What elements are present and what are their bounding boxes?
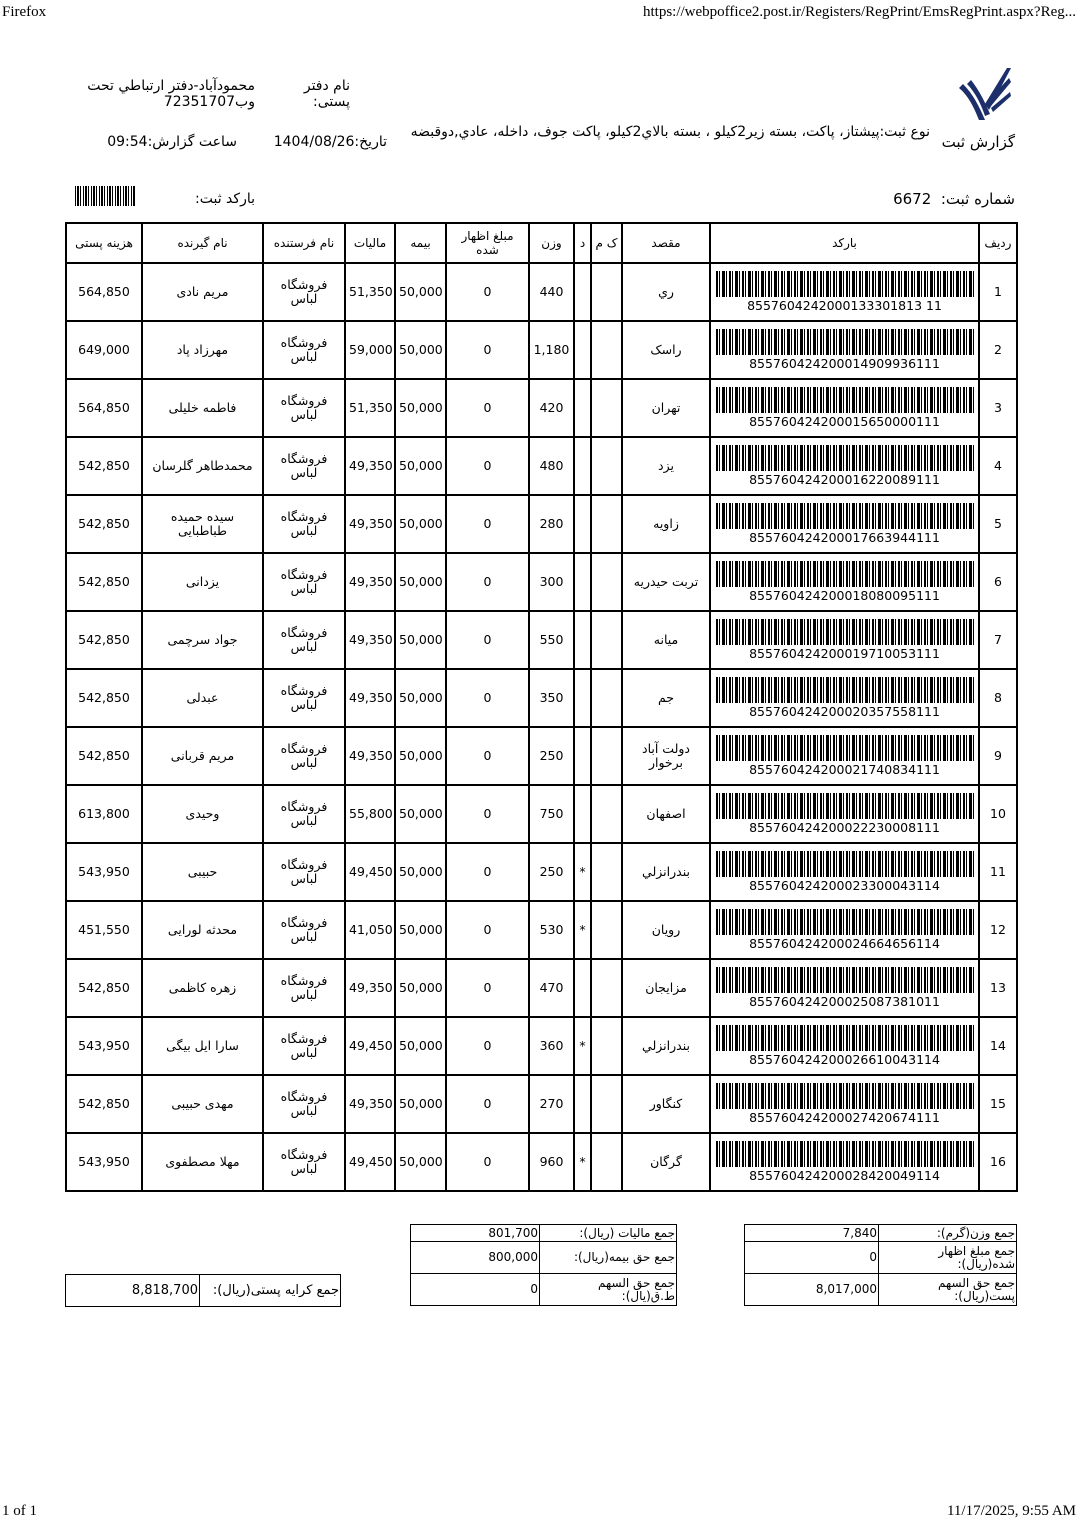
table-row	[66, 1075, 1017, 1133]
barcode-image	[716, 561, 974, 587]
postal-fee: 542,850	[66, 553, 142, 611]
declared-value: 0	[446, 495, 529, 553]
barcode-number: 855760424200019710053111	[749, 646, 940, 661]
insurance: 50,000	[395, 379, 446, 437]
total-weight-label: جمع وزن(گرم):	[879, 1225, 1017, 1242]
register-barcode-image	[75, 186, 135, 206]
weight: 360	[529, 1017, 574, 1075]
destination: جم	[622, 669, 710, 727]
totals-weight-table	[744, 1224, 1017, 1306]
barcode-image	[716, 1025, 974, 1051]
barcode-cell	[710, 379, 979, 437]
postal-fee: 542,850	[66, 727, 142, 785]
barcode-number: 855760424200018080095111	[749, 588, 940, 603]
d-flag	[574, 785, 591, 843]
barcode-cell	[710, 553, 979, 611]
table-row	[66, 321, 1017, 379]
table-row	[66, 437, 1017, 495]
office-value: محمودآباد-دفتر ارتباطي تحت وب72351707	[87, 78, 255, 110]
table-row	[66, 611, 1017, 669]
barcode-number: 855760424200017663944111	[749, 530, 940, 545]
col-barcode: بارکد	[710, 223, 979, 263]
barcode-cell	[710, 785, 979, 843]
postal-fee: 649,000	[66, 321, 142, 379]
declared-value: 0	[446, 843, 529, 901]
destination: ري	[622, 263, 710, 321]
row-number: 11	[979, 843, 1017, 901]
insurance: 50,000	[395, 553, 446, 611]
date-label: تاریخ:	[354, 134, 387, 150]
table-row	[66, 959, 1017, 1017]
km-flag	[591, 495, 622, 553]
register-barcode-label: بارکد ثبت:	[195, 191, 255, 207]
destination: بندرانزلي	[622, 843, 710, 901]
km-flag	[591, 959, 622, 1017]
receiver-name: سارا ایل بیگی	[142, 1017, 263, 1075]
table-row	[66, 901, 1017, 959]
register-number	[893, 191, 1015, 207]
destination: تهران	[622, 379, 710, 437]
table-row	[66, 1133, 1017, 1191]
destination: گرگان	[622, 1133, 710, 1191]
barcode-image	[716, 967, 974, 993]
sender-name: فروشگاه لباس	[263, 1075, 345, 1133]
receiver-name: حبیبی	[142, 843, 263, 901]
insurance: 50,000	[395, 611, 446, 669]
d-flag	[574, 495, 591, 553]
declared-value: 0	[446, 611, 529, 669]
total-weight-value: 7,840	[745, 1225, 879, 1242]
insurance: 50,000	[395, 263, 446, 321]
barcode-number: 855760424200026610043114	[749, 1052, 940, 1067]
barcode-cell	[710, 321, 979, 379]
sender-name: فروشگاه لباس	[263, 321, 345, 379]
table-row	[66, 785, 1017, 843]
destination: دولت آباد برخوار	[622, 727, 710, 785]
insurance: 50,000	[395, 727, 446, 785]
weight: 440	[529, 263, 574, 321]
col-postal-fee: هزینه پستی	[66, 223, 142, 263]
barcode-cell	[710, 727, 979, 785]
weight: 470	[529, 959, 574, 1017]
d-flag	[574, 263, 591, 321]
km-flag	[591, 727, 622, 785]
declared-value: 0	[446, 379, 529, 437]
insurance: 50,000	[395, 1017, 446, 1075]
barcode-cell	[710, 1133, 979, 1191]
total-tax-value: 801,700	[411, 1225, 540, 1242]
declared-value: 0	[446, 321, 529, 379]
barcode-cell	[710, 1075, 979, 1133]
register-number-label: شماره ثبت:	[940, 190, 1015, 208]
weight: 250	[529, 727, 574, 785]
receiver-name: زهره کاظمی	[142, 959, 263, 1017]
barcode-cell	[710, 263, 979, 321]
row-number: 9	[979, 727, 1017, 785]
declared-value: 0	[446, 727, 529, 785]
col-tax: مالیات	[345, 223, 395, 263]
row-number: 10	[979, 785, 1017, 843]
barcode-number: 855760424200023300043114	[749, 878, 940, 893]
barcode-cell	[710, 495, 979, 553]
weight: 960	[529, 1133, 574, 1191]
totals-postage-table	[65, 1274, 341, 1307]
barcode-cell	[710, 437, 979, 495]
postal-fee: 451,550	[66, 901, 142, 959]
tax: 49,350	[345, 1075, 395, 1133]
destination: اصفهان	[622, 785, 710, 843]
barcode-number: 855760424200021740834111	[749, 762, 940, 777]
weight: 530	[529, 901, 574, 959]
weight: 280	[529, 495, 574, 553]
row-number: 2	[979, 321, 1017, 379]
receiver-name: جواد سرچمی	[142, 611, 263, 669]
print-datetime: 11/17/2025, 9:55 AM	[946, 1503, 1076, 1519]
barcode-image	[716, 735, 974, 761]
tax: 49,350	[345, 437, 395, 495]
km-flag	[591, 321, 622, 379]
browser-title: Firefox	[2, 4, 47, 20]
d-flag: *	[574, 1133, 591, 1191]
table-row	[66, 379, 1017, 437]
destination: رویان	[622, 901, 710, 959]
total-insurance-value: 800,000	[411, 1242, 540, 1274]
sender-name: فروشگاه لباس	[263, 1017, 345, 1075]
d-flag	[574, 611, 591, 669]
receiver-name: مریم قربانی	[142, 727, 263, 785]
register-number-value: 6672	[893, 190, 932, 208]
km-flag	[591, 669, 622, 727]
postal-fee: 564,850	[66, 263, 142, 321]
col-destination: مقصد	[622, 223, 710, 263]
total-declared-label: جمع مبلغ اظهار شده(ریال):	[879, 1242, 1017, 1274]
destination: یزد	[622, 437, 710, 495]
table-row	[66, 495, 1017, 553]
tax: 49,450	[345, 843, 395, 901]
sender-name: فروشگاه لباس	[263, 495, 345, 553]
declared-value: 0	[446, 1133, 529, 1191]
d-flag	[574, 669, 591, 727]
weight: 350	[529, 669, 574, 727]
km-flag	[591, 437, 622, 495]
km-flag	[591, 1133, 622, 1191]
d-flag: *	[574, 1017, 591, 1075]
barcode-number: 855760424200024664656114	[749, 936, 940, 951]
barcode-image	[716, 851, 974, 877]
weight: 550	[529, 611, 574, 669]
col-insurance: بیمه	[395, 223, 446, 263]
table-header-row	[66, 223, 1017, 263]
barcode-cell	[710, 669, 979, 727]
barcode-number: 8557604242000133301813 11	[747, 298, 942, 313]
barcode-image	[716, 909, 974, 935]
insurance: 50,000	[395, 495, 446, 553]
d-flag	[574, 959, 591, 1017]
weight: 300	[529, 553, 574, 611]
row-number: 4	[979, 437, 1017, 495]
row-number: 14	[979, 1017, 1017, 1075]
sender-name: فروشگاه لباس	[263, 901, 345, 959]
sender-name: فروشگاه لباس	[263, 379, 345, 437]
sender-name: فروشگاه لباس	[263, 843, 345, 901]
barcode-image	[716, 445, 974, 471]
receiver-name: وحیدی	[142, 785, 263, 843]
barcode-number: 855760424200014909936111	[749, 356, 940, 371]
total-tax-label: جمع مالیات (ریال):	[540, 1225, 677, 1242]
total-tq-share-label: جمع حق السهم ط.ق(یال):	[540, 1274, 677, 1306]
declared-value: 0	[446, 901, 529, 959]
km-flag	[591, 901, 622, 959]
page-indicator: 1 of 1	[2, 1503, 37, 1519]
destination: بندرانزلي	[622, 1017, 710, 1075]
postal-fee: 542,850	[66, 959, 142, 1017]
sender-name: فروشگاه لباس	[263, 263, 345, 321]
row-number: 12	[979, 901, 1017, 959]
declared-value: 0	[446, 1075, 529, 1133]
declared-value: 0	[446, 437, 529, 495]
insurance: 50,000	[395, 959, 446, 1017]
barcode-image	[716, 503, 974, 529]
row-number: 16	[979, 1133, 1017, 1191]
declared-value: 0	[446, 785, 529, 843]
postal-fee: 543,950	[66, 1133, 142, 1191]
sender-name: فروشگاه لباس	[263, 611, 345, 669]
sender-name: فروشگاه لباس	[263, 959, 345, 1017]
col-km: ک م	[591, 223, 622, 263]
postal-fee: 543,950	[66, 1017, 142, 1075]
row-number: 3	[979, 379, 1017, 437]
barcode-number: 855760424200016220089111	[749, 472, 940, 487]
barcode-cell	[710, 959, 979, 1017]
d-flag: *	[574, 843, 591, 901]
barcode-image	[716, 677, 974, 703]
barcode-cell	[710, 1017, 979, 1075]
destination: میانه	[622, 611, 710, 669]
declared-value: 0	[446, 263, 529, 321]
d-flag	[574, 437, 591, 495]
report-time-label: ساعت گزارش:	[147, 134, 237, 150]
tax: 51,350	[345, 379, 395, 437]
tax: 41,050	[345, 901, 395, 959]
postal-fee: 542,850	[66, 611, 142, 669]
barcode-image	[716, 1083, 974, 1109]
register-type-label: نوع ثبت:	[879, 124, 930, 140]
weight: 480	[529, 437, 574, 495]
declared-value: 0	[446, 1017, 529, 1075]
table-row	[66, 669, 1017, 727]
d-flag	[574, 727, 591, 785]
d-flag: *	[574, 901, 591, 959]
receiver-name: مهدی حبیبی	[142, 1075, 263, 1133]
tax: 49,350	[345, 669, 395, 727]
km-flag	[591, 843, 622, 901]
insurance: 50,000	[395, 1075, 446, 1133]
d-flag	[574, 553, 591, 611]
row-number: 8	[979, 669, 1017, 727]
postal-fee: 542,850	[66, 1075, 142, 1133]
destination: زاویه	[622, 495, 710, 553]
tax: 49,350	[345, 727, 395, 785]
col-row: ردیف	[979, 223, 1017, 263]
insurance: 50,000	[395, 437, 446, 495]
col-weight: وزن	[529, 223, 574, 263]
weight: 250	[529, 843, 574, 901]
receiver-name: مهرزاد پاد	[142, 321, 263, 379]
table-row	[66, 553, 1017, 611]
tax: 49,450	[345, 1133, 395, 1191]
d-flag	[574, 321, 591, 379]
tax: 49,350	[345, 495, 395, 553]
tax: 49,350	[345, 611, 395, 669]
col-d: د	[574, 223, 591, 263]
km-flag	[591, 1075, 622, 1133]
total-tq-share-value: 0	[411, 1274, 540, 1306]
insurance: 50,000	[395, 1133, 446, 1191]
weight: 1,180	[529, 321, 574, 379]
table-row	[66, 263, 1017, 321]
postal-fee: 542,850	[66, 495, 142, 553]
tax: 51,350	[345, 263, 395, 321]
table-row	[66, 843, 1017, 901]
total-postage-label: جمع کرایه پستی(ریال):	[200, 1275, 341, 1307]
col-declared-value: مبلغ اظهار شده	[446, 223, 529, 263]
sender-name: فروشگاه لباس	[263, 669, 345, 727]
report-date	[274, 134, 387, 150]
sender-name: فروشگاه لباس	[263, 553, 345, 611]
report-title: گزارش ثبت	[941, 133, 1015, 151]
barcode-image	[716, 619, 974, 645]
receiver-name: محدثه لورایی	[142, 901, 263, 959]
date-value: 1404/08/26	[273, 134, 355, 150]
barcode-number: 855760424200027420674111	[749, 1110, 940, 1125]
barcode-image	[716, 1141, 974, 1167]
total-declared-value: 0	[745, 1242, 879, 1274]
weight: 420	[529, 379, 574, 437]
d-flag	[574, 1075, 591, 1133]
post-logo-icon	[955, 66, 1015, 124]
insurance: 50,000	[395, 669, 446, 727]
postal-fee: 542,850	[66, 437, 142, 495]
km-flag	[591, 263, 622, 321]
insurance: 50,000	[395, 901, 446, 959]
row-number: 5	[979, 495, 1017, 553]
destination: راسک	[622, 321, 710, 379]
office-label: نام دفتر پستی:	[303, 78, 350, 110]
barcode-number: 855760424200022230008111	[749, 820, 940, 835]
destination: کنگاور	[622, 1075, 710, 1133]
weight: 270	[529, 1075, 574, 1133]
page-url: https://webpoffice2.post.ir/Registers/RegPrint/EmsRegPrint.aspx?Reg...	[642, 4, 1076, 20]
report-time-value: 09:54	[107, 134, 148, 150]
row-number: 6	[979, 553, 1017, 611]
destination: مزایجان	[622, 959, 710, 1017]
insurance: 50,000	[395, 785, 446, 843]
receiver-name: سیده حمیده طباطبایی	[142, 495, 263, 553]
sender-name: فروشگاه لباس	[263, 727, 345, 785]
postal-fee: 543,950	[66, 843, 142, 901]
col-receiver: نام گیرنده	[142, 223, 263, 263]
tax: 59,000	[345, 321, 395, 379]
barcode-number: 855760424200025087381011	[749, 994, 940, 1009]
row-number: 15	[979, 1075, 1017, 1133]
tax: 55,800	[345, 785, 395, 843]
declared-value: 0	[446, 959, 529, 1017]
insurance: 50,000	[395, 321, 446, 379]
km-flag	[591, 785, 622, 843]
barcode-cell	[710, 843, 979, 901]
table-row	[66, 727, 1017, 785]
total-post-share-value: 8,017,000	[745, 1274, 879, 1306]
tax: 49,350	[345, 959, 395, 1017]
barcode-image	[716, 271, 974, 297]
parcels-table	[65, 222, 1018, 1192]
barcode-cell	[710, 901, 979, 959]
postal-fee: 564,850	[66, 379, 142, 437]
barcode-number: 855760424200015650000111	[749, 414, 940, 429]
total-post-share-label: جمع حق السهم پست(ریال):	[879, 1274, 1017, 1306]
km-flag	[591, 553, 622, 611]
d-flag	[574, 379, 591, 437]
receiver-name: مریم نادی	[142, 263, 263, 321]
table-row	[66, 1017, 1017, 1075]
insurance: 50,000	[395, 843, 446, 901]
barcode-image	[716, 329, 974, 355]
destination: تربت حیدریه	[622, 553, 710, 611]
col-sender: نام فرستنده	[263, 223, 345, 263]
barcode-image	[716, 387, 974, 413]
total-insurance-label: جمع حق بیمه(ریال):	[540, 1242, 677, 1274]
barcode-cell	[710, 611, 979, 669]
km-flag	[591, 379, 622, 437]
total-postage-value: 8,818,700	[66, 1275, 200, 1307]
km-flag	[591, 1017, 622, 1075]
weight: 750	[529, 785, 574, 843]
declared-value: 0	[446, 669, 529, 727]
barcode-number: 855760424200020357558111	[749, 704, 940, 719]
row-number: 13	[979, 959, 1017, 1017]
barcode-image	[716, 793, 974, 819]
barcode-number: 855760424200028420049114	[749, 1168, 940, 1183]
tax: 49,350	[345, 553, 395, 611]
km-flag	[591, 611, 622, 669]
receiver-name: عبدلی	[142, 669, 263, 727]
postal-fee: 542,850	[66, 669, 142, 727]
row-number: 7	[979, 611, 1017, 669]
receiver-name: محمدطاهر گلرسان	[142, 437, 263, 495]
report-time	[107, 134, 237, 150]
register-type-value: پیشتاز، پاکت، بسته زیر2کیلو ، بسته بالاي2کیلو، پاکت جوف، داخله، عادي,دوقبضه	[410, 124, 880, 140]
receiver-name: مهلا مصطفوی	[142, 1133, 263, 1191]
sender-name: فروشگاه لباس	[263, 437, 345, 495]
postal-fee: 613,800	[66, 785, 142, 843]
sender-name: فروشگاه لباس	[263, 785, 345, 843]
sender-name: فروشگاه لباس	[263, 1133, 345, 1191]
totals-tax-table	[410, 1224, 677, 1306]
tax: 49,450	[345, 1017, 395, 1075]
register-type	[370, 124, 930, 140]
receiver-name: یزدانی	[142, 553, 263, 611]
declared-value: 0	[446, 553, 529, 611]
row-number: 1	[979, 263, 1017, 321]
receiver-name: فاطمه خلیلی	[142, 379, 263, 437]
